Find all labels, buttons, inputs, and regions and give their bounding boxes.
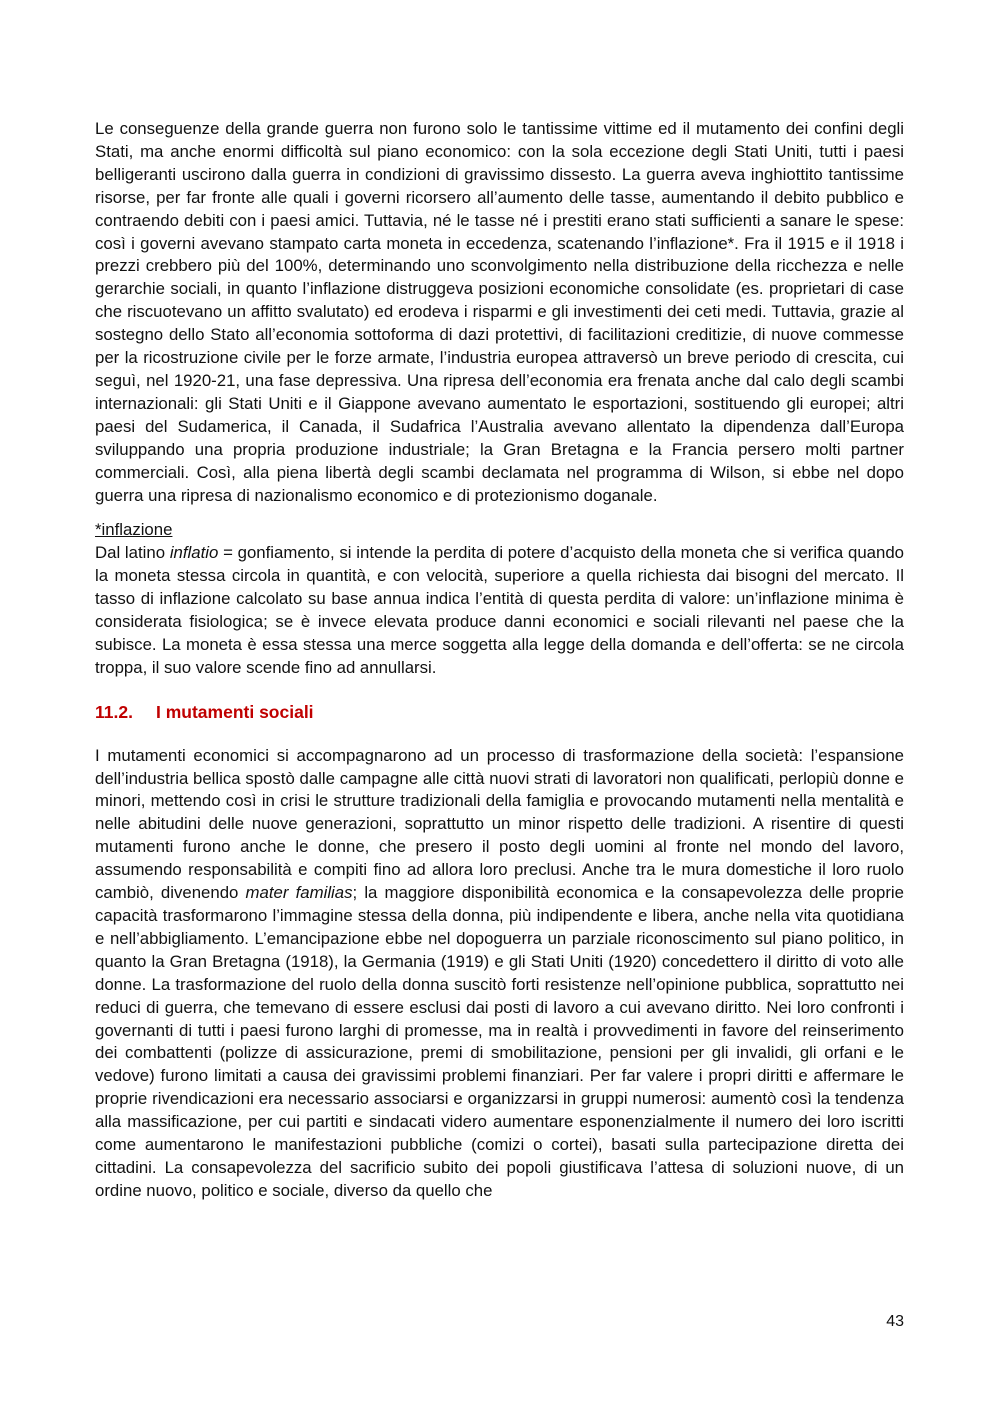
paragraph-2-italic-phrase: mater familias [245,883,353,903]
page-body [95,118,904,1203]
footnote-text-before: Dal latino [95,543,170,563]
footnote-inflation-definition [95,542,904,679]
paragraph-social-changes [95,745,904,1203]
footnote-italic-word: inflatio [169,543,219,563]
paragraph-2-text-before: I mutamenti economici si accompagnarono ad un processo di trasformazione della società: l’espansione dell’industria bellica spostò dalle campagne alle città nuovi strati di lavoratori non qualificati, perlopiù donne e minori, mettendo così in crisi le strutture tradizionali della famiglia e provocando mutamenti nella mentalità e nelle abitudini delle nuove generazioni, soprattutto un minor rispetto delle tradizioni. A risentire di questi mutamenti furono anche le donne, che presero il posto degli uomini al fronte nel mondo del lavoro, assumendo responsabilità e compiti fino ad allora loro preclusi. Anche tra le mura domestiche il loro ruolo cambiò, divenendo [95,745,904,903]
section-heading [95,701,904,724]
footnote-text-after: = gonfiamento, si intende la perdita di potere d’acquisto della moneta che si verifica quando la moneta stessa circola in quantità, e con velocità, superiore a quella richiesta dai bisogni del mercato. Il tasso di inflazione calcolato su base annua indica l’entità di questa perdita di valore: un’inflazione minima è considerata fisiologica; se è invece elevata produce danni economici e sociali rilevanti nel paese che la subisce. La moneta è essa stessa una merce soggetta alla legge della domanda e dell’offerta: se ne circola troppa, il suo valore scende fino ad annullarsi. [95,543,904,677]
footnote-title: *inflazione [95,520,173,540]
section-title: I mutamenti sociali [156,701,314,722]
paragraph-2-text-after: ; la maggiore disponibilità economica e la consapevolezza delle proprie capacità trasformarono l’immagine stessa della donna, più indipendente e libera, anche nella vita quotidiana e nell’abbigliamento. L’emancipazione ebbe nel dopoguerra un parziale riconoscimento sul piano politico, in quanto la Gran Bretagna (1918), la Germania (1919) e gli Stati Uniti (1920) concedettero il diritto di voto alle donne. La trasformazione del ruolo della donna suscitò forti resistenze nell’opinione pubblica, soprattutto nei reduci di guerra, che temevano di essere esclusi dai posti di lavoro a cui avevano diritto. Nei loro confronti i governanti di tutti i paesi furono larghi di promesse, ma in realtà i provvedimenti in favore del reinserimento dei combattenti (polizze di assicurazione, premi di smobilitazione, pensioni per gli invalidi, gli orfani e le vedove) furono limitati a causa dei gravissimi problemi finanziari. Per far valere i propri diritti e affermare le proprie rivendicazioni era necessario associarsi e organizzarsi in gruppi numerosi: aumentò così la tendenza alla massificazione, per cui partiti e sindacati videro aumentare esponenzialmente il numero dei loro iscritti come aumentarono le manifestazioni pubbliche (comizi o cortei), basati sulla partecipazione diretta dei cittadini. La consapevolezza del sacrificio subito dei popoli giustificava l’attesa di soluzioni nuove, di un ordine nuovo, politico e sociale, diverso da quello che [95,883,904,1200]
section-number: 11.2. [95,701,133,722]
paragraph-economic-consequences: Le conseguenze della grande guerra non furono solo le tantissime vittime ed il mutamento dei confini degli Stati, ma anche enormi difficoltà sul piano economico: con la sola eccezione degli Stati Uniti, tutti i paesi belligeranti uscirono dalla guerra in condizioni di gravissimo dissesto. La guerra aveva inghiottito tantissime risorse, per far fronte alle quali i governi ricorsero all’aumento delle tasse, aumentando il debito pubblico e contraendo debiti con i paesi amici. Tuttavia, né le tasse né i prestiti erano stati sufficienti a sanare le spese: così i governi avevano stampato carta moneta in eccedenza, scatenando l’inflazione*. Fra il 1915 e il 1918 i prezzi crebbero più del 100%, determinando uno sconvolgimento nella distribuzione della ricchezza e nelle gerarchie sociali, in quanto l’inflazione distruggeva posizioni economiche consolidate (es. proprietari di case che riscuotevano un affitto svalutato) ed erodeva i risparmi e gli investimenti dei ceti medi. Tuttavia, grazie al sostegno dello Stato all’economia sottoforma di dazi protettivi, di facilitazioni creditizie, di nuove commesse per la ricostruzione civile per le forze armate, l’industria europea attraversò un breve periodo di crescita, cui seguì, nel 1920-21, una fase depressiva. Una ripresa dell’economia era frenata anche dal calo degli scambi internazionali: gli Stati Uniti e il Giappone avevano aumentato le esportazioni, sostituendo gli europei; altri paesi del Sudamerica, il Canada, il Sudafrica l’Australia avevano allentato la dipendenza dall’Europa sviluppando una propria produzione industriale; la Gran Bretagna e la Francia persero molti partner commerciali. Così, alla piena libertà degli scambi declamata nel programma di Wilson, si ebbe nel dopo guerra una ripresa di nazionalismo economico e di protezionismo doganale. [95,119,904,505]
page-number: 43 [886,1313,904,1330]
